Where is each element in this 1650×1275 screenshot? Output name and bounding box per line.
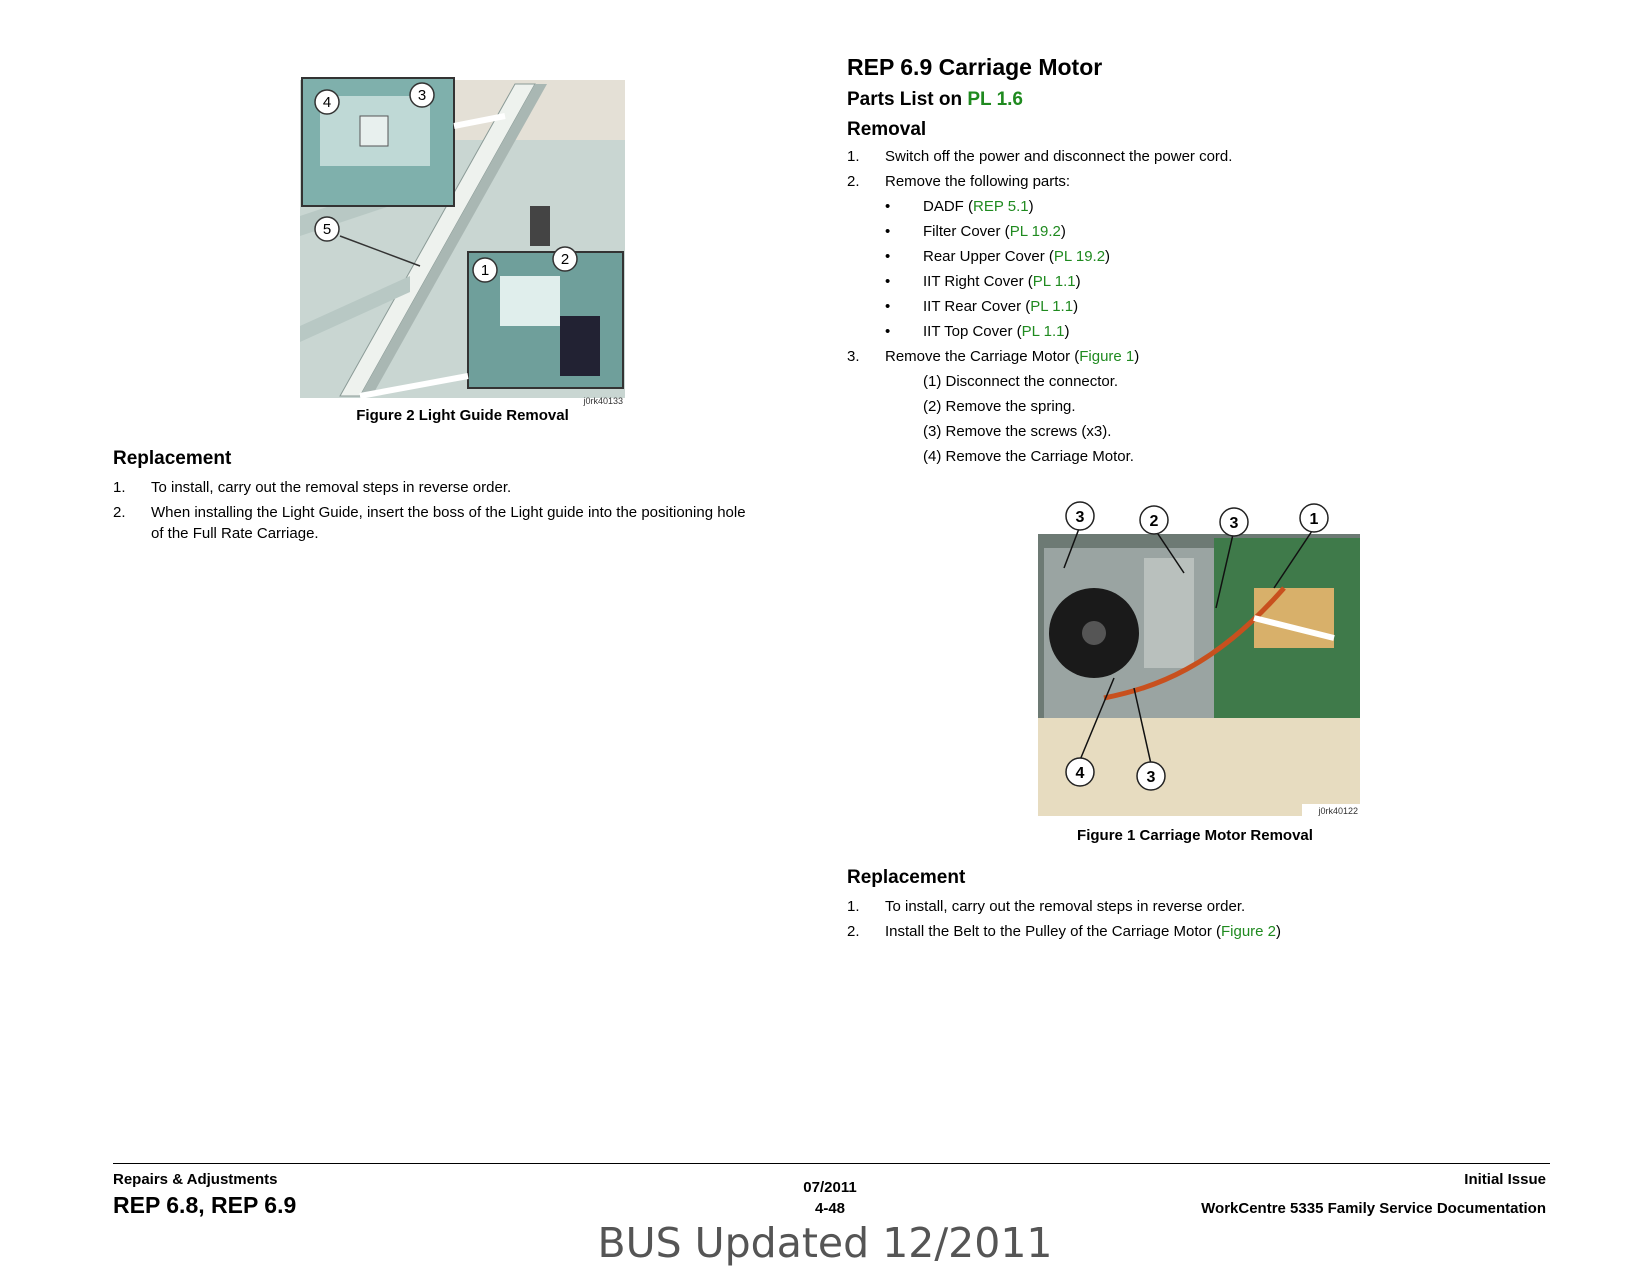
update-stamp: BUS Updated 12/2011	[597, 1219, 1053, 1267]
fig1-callout-3c: 3	[1146, 769, 1156, 786]
fig2-callout-5: 5	[322, 221, 332, 238]
fig1-callout-2: 2	[1149, 513, 1159, 530]
link-figure-1[interactable]: Figure 1	[1079, 348, 1135, 365]
removal-step-2: 2. Remove the following parts:	[847, 173, 1071, 190]
fig2-callout-2: 2	[560, 251, 570, 268]
link-pl-1-1[interactable]: PL 1.1	[1021, 323, 1065, 340]
link-rep-5-1[interactable]: REP 5.1	[973, 198, 1029, 215]
fig2-callout-4: 4	[322, 94, 332, 111]
fig2-image-code: j0rk40133	[583, 396, 623, 406]
right-replacement-step-2: 2. Install the Belt to the Pulley of the Carriage Motor (Figure 2)	[847, 923, 1282, 940]
footer-section: Repairs & Adjustments	[113, 1171, 278, 1188]
substep-3: (3) Remove the screws (x3).	[923, 423, 1112, 440]
parts-list-line: Parts List on PL 1.6	[847, 89, 1023, 110]
right-replacement-step-1: 1. To install, carry out the removal steps in reverse order.	[847, 898, 1246, 915]
parts-list-link[interactable]: PL 1.6	[967, 89, 1023, 110]
footer-page-number: 4-48	[814, 1200, 846, 1217]
removal-bullet-dadf: • DADF (REP 5.1)	[885, 198, 1034, 215]
left-replacement-step-2: 2. When installing the Light Guide, insert the boss of the Light guide into the positioning hole of the Full Rate Carriage.	[113, 504, 746, 542]
link-figure-2[interactable]: Figure 2	[1221, 923, 1277, 940]
figure-1-carriage-motor-image	[1034, 498, 1364, 823]
substep-4: (4) Remove the Carriage Motor.	[923, 448, 1134, 465]
substep-2: (2) Remove the spring.	[923, 398, 1076, 415]
link-pl-19-2[interactable]: PL 19.2	[1009, 223, 1061, 240]
removal-bullet-filter-cover: • Filter Cover (PL 19.2)	[885, 223, 1066, 240]
right-replacement-heading: Replacement	[847, 867, 966, 888]
fig2-callout-3: 3	[417, 87, 427, 104]
footer-reference: REP 6.8, REP 6.9	[113, 1192, 297, 1218]
footer-date: 07/2011	[803, 1179, 857, 1196]
link-pl-1-1[interactable]: PL 1.1	[1032, 273, 1076, 290]
removal-step-3: 3. Remove the Carriage Motor (Figure 1)	[847, 348, 1140, 365]
fig1-image-code: j0rk40122	[1318, 806, 1358, 816]
fig1-callout-1: 1	[1309, 511, 1319, 528]
figure-2-caption: Figure 2 Light Guide Removal	[356, 407, 569, 424]
fig1-callout-3a: 3	[1075, 509, 1085, 526]
fig1-callout-4: 4	[1075, 765, 1085, 782]
section-title: REP 6.9 Carriage Motor	[847, 54, 1103, 80]
removal-bullet-iit-right-cover: • IIT Right Cover (PL 1.1)	[885, 273, 1081, 290]
footer-product: WorkCentre 5335 Family Service Documentation	[1201, 1200, 1546, 1217]
footer-issue: Initial Issue	[1464, 1171, 1546, 1188]
left-replacement-heading: Replacement	[113, 448, 232, 469]
removal-heading: Removal	[847, 119, 927, 140]
link-pl-1-1[interactable]: PL 1.1	[1030, 298, 1074, 315]
fig1-callout-3b: 3	[1229, 515, 1239, 532]
figure-1-caption: Figure 1 Carriage Motor Removal	[1077, 827, 1313, 844]
link-pl-19-2[interactable]: PL 19.2	[1053, 248, 1106, 265]
removal-step-1: 1. Switch off the power and disconnect the power cord.	[847, 148, 1233, 165]
footer-rule	[113, 1163, 1550, 1164]
fig2-callout-1: 1	[480, 262, 490, 279]
removal-bullet-iit-top-cover: • IIT Top Cover (PL 1.1)	[885, 323, 1070, 340]
figure-2-light-guide-image	[300, 76, 625, 406]
removal-bullet-rear-upper-cover: • Rear Upper Cover (PL 19.2)	[885, 248, 1111, 265]
substep-1: (1) Disconnect the connector.	[923, 373, 1119, 390]
removal-bullet-iit-rear-cover: • IIT Rear Cover (PL 1.1)	[885, 298, 1079, 315]
